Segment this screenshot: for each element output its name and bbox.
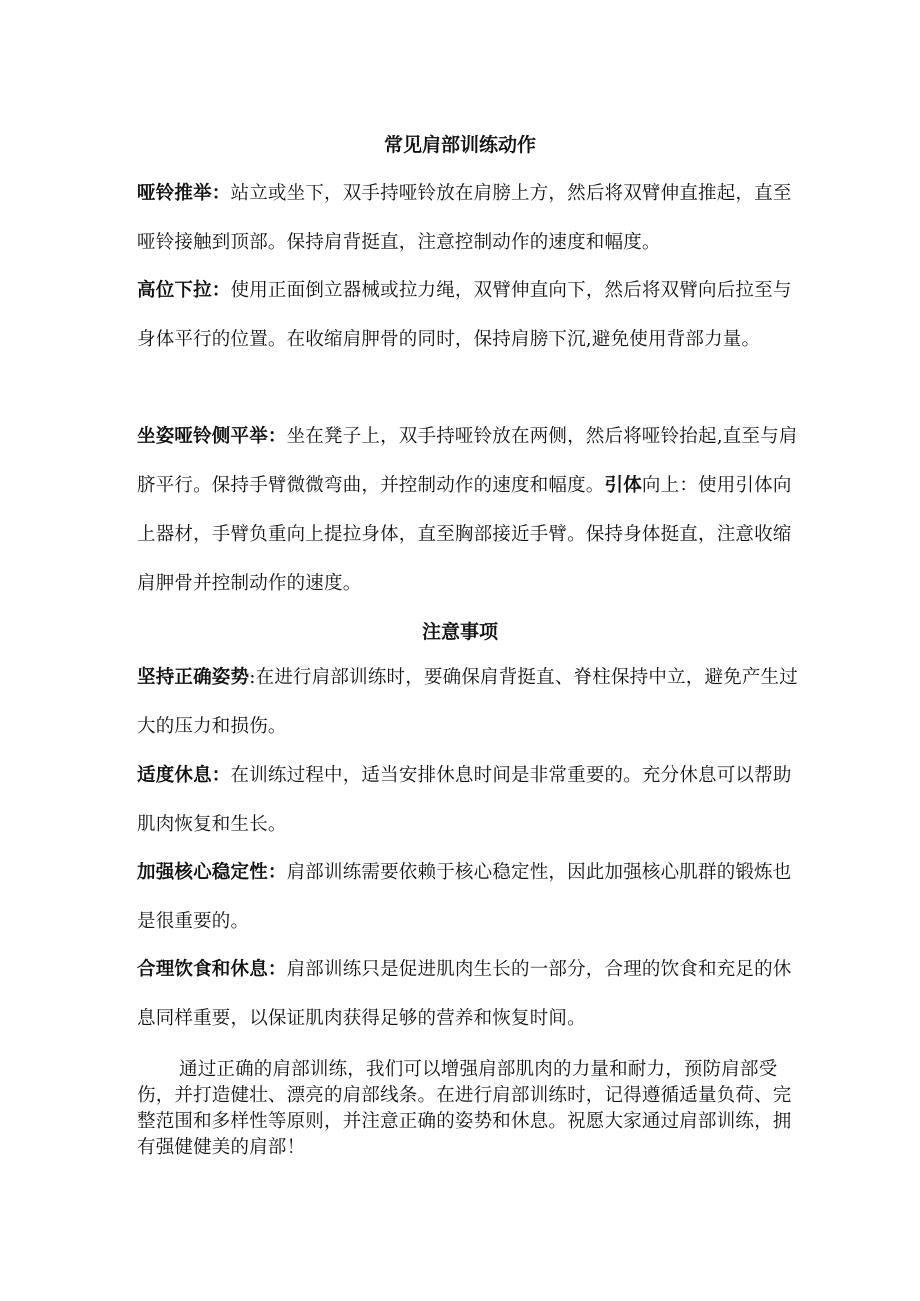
precaution-rest: [137, 751, 802, 849]
exercise-term-pullup: 引体: [604, 475, 642, 496]
precaution-description: :在进行肩部训练时，要确保肩背挺直、脊柱保持中立，避免产生过大的压力和损伤。: [137, 667, 798, 737]
exercise-description: 站立或坐下，双手持哑铃放在肩膀上方，然后将双臂伸直推起，直至哑铃接触到顶部。保持肩背挺直，注意控制动作的速度和幅度。: [137, 183, 792, 253]
exercise-term: 高位下拉：: [137, 280, 231, 301]
precaution-term: 适度休息：: [137, 765, 231, 786]
exercise-description-pullup: 向上：使用引体向上器材，手臂负重向上提拉身体，直至胸部接近手臂。保持身体挺直，注意收缩肩胛骨并控制动作的速度。: [137, 475, 792, 594]
section-title-exercises: 常见肩部训练动作: [383, 134, 536, 156]
precaution-term: 坚持正确姿势: [137, 667, 250, 688]
exercise-term: 哑铃推举：: [137, 183, 231, 204]
precaution-core-stability: [137, 848, 802, 946]
precaution-description: 在训练过程中，适当安排休息时间是非常重要的。充分休息可以帮助肌肉恢复和生长。: [137, 765, 792, 835]
precaution-diet: [137, 945, 802, 1043]
exercise-lateral-raise: [137, 412, 802, 608]
precaution-description: 肩部训练需要依赖于核心稳定性，因此加强核心肌群的锻炼也是很重要的。: [137, 862, 792, 932]
closing-paragraph: 通过正确的肩部训练，我们可以增强肩部肌肉的力量和耐力，预防肩部受伤，并打造健壮、漂亮的肩部线条。在进行肩部训练时，记得遵循适量负荷、完整范围和多样性等原则，并注意正确的姿势和休息。祝愿大家通过肩部训练，拥有强健健美的肩部！: [137, 1059, 792, 1158]
precaution-posture: [137, 653, 802, 751]
section-title-precautions: 注意事项: [421, 621, 498, 643]
exercise-description: 使用正面倒立器械或拉力绳，双臂伸直向下，然后将双臂向后拉至与身体平行的位置。在收缩肩胛骨的同时，保持肩膀下沉,避免使用背部力量。: [137, 280, 792, 350]
precaution-description: 肩部训练只是促进肌肉生长的一部分，合理的饮食和充足的休息同样重要，以保证肌肉获得足够的营养和恢复时间。: [137, 959, 792, 1029]
precaution-term: 合理饮食和休息：: [137, 959, 287, 980]
exercise-dumbbell-press: [137, 169, 802, 267]
exercise-term: 坐姿哑铃侧平举：: [137, 426, 287, 447]
exercise-description: 坐在凳子上，双手持哑铃放在两侧，然后将哑铃抬起,直至与肩脐平行。保持手臂微微弯曲，并控制动作的速度和幅度。: [137, 426, 798, 496]
exercise-lat-pulldown: [137, 266, 802, 364]
precaution-term: 加强核心稳定性：: [137, 862, 287, 883]
